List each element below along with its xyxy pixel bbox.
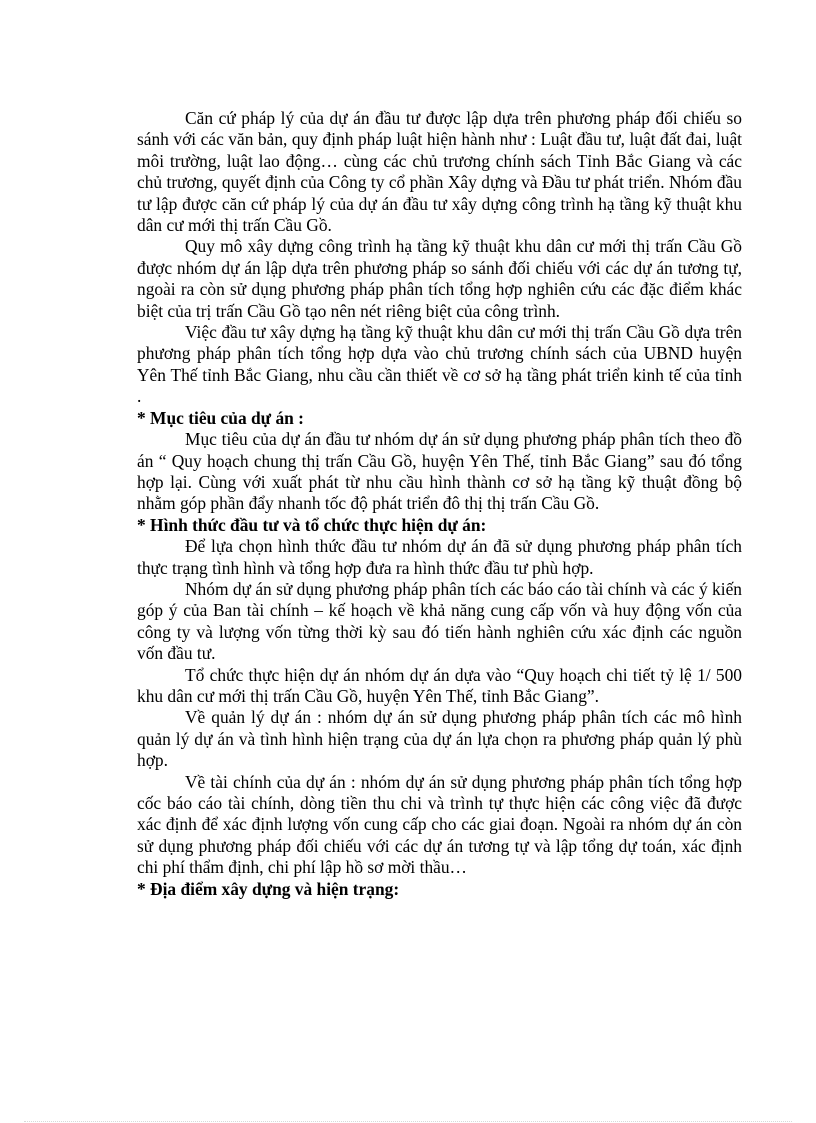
heading-investment-form: * Hình thức đầu tư và tổ chức thực hiện dự án: [137,514,487,535]
paragraph-investment-form-selection: Để lựa chọn hình thức đầu tư nhóm dự án đã sử dụng phương pháp phân tích thực trạng tình hình và tổng hợp đưa ra hình thức đầu tư phù hợp. [137,536,742,578]
paragraph-implementation: Tổ chức thực hiện dự án nhóm dự án dựa vào “Quy hoạch chi tiết tỷ lệ 1/ 500 khu dân cư mới thị trấn Cầu Gồ, huyện Yên Thế, tỉnh Bắc Giang”. [137,664,742,706]
paragraph-investment-basis: Việc đầu tư xây dựng hạ tầng kỹ thuật khu dân cư mới thị trấn Cầu Gồ dựa trên phương pháp phân tích tổng hợp dựa vào chủ trương chính sách của UBND huyện Yên Thế tỉnh Bắc Giang, nhu cầu cần thiết về cơ sở hạ tầng phát triển kinh tế của tỉnh . [137,322,742,407]
paragraph-project-finance: Về tài chính của dự án : nhóm dự án sử dụng phương pháp phân tích tổng hợp cốc báo cáo tài chính, dòng tiền thu chi và trình tự thực hiện các công việc đã được xác định để xác định lượng vốn cung cấp cho các giai đoạn. Ngoài ra nhóm dự án còn sử dụng phương pháp đối chiếu với các dự án tương tự và lập tổng dự toán, xác định chi phí thẩm định, chi phí lập hồ sơ mời thầu… [137,771,742,878]
paragraph-project-objectives: Mục tiêu của dự án đầu tư nhóm dự án sử dụng phương pháp phân tích theo đồ án “ Quy hoạch chung thị trấn Cầu Gồ, huyện Yên Thế, tỉnh Bắc Giang” sau đó tổng hợp lại. Cùng với xuất phát từ nhu cầu hình thành cơ sở hạ tầng kỹ thuật đồng bộ nhằm góp phần đẩy nhanh tốc độ phát triển đô thị thị trấn Cầu Gồ. [137,429,742,514]
heading-location-status: * Địa điểm xây dựng và hiện trạng: [137,878,400,899]
paragraph-construction-scale: Quy mô xây dựng công trình hạ tầng kỹ thuật khu dân cư mới thị trấn Cầu Gồ được nhóm dự án lập dựa trên phương pháp so sánh đối chiếu với các dự án tương tự, ngoài ra còn sử dụng phương pháp phân tích tổng hợp nghiên cứu các đặc điểm khác biệt của trị trấn Cầu Gồ tạo nên nét riêng biệt của công trình. [137,236,742,321]
document-body [137,108,742,900]
paragraph-project-management: Về quản lý dự án : nhóm dự án sử dụng phương pháp phân tích các mô hình quản lý dự án và tình hình hiện trạng của dự án lựa chọn ra phương pháp quản lý phù hợp. [137,707,742,771]
heading-project-objectives: * Mục tiêu của dự án : [137,407,304,428]
paragraph-capital-sources: Nhóm dự án sử dụng phương pháp phân tích các báo cáo tài chính và các ý kiến góp ý của Ban tài chính – kế hoạch về khả năng cung cấp vốn và huy động vốn của công ty và lượng vốn từng thời kỳ sau đó tiến hành nghiên cứu xác định các nguồn vốn đầu tư. [137,578,742,664]
paragraph-legal-basis: Căn cứ pháp lý của dự án đầu tư được lập dựa trên phương pháp đối chiếu so sánh với các văn bản, quy định pháp luật hiện hành như : Luật đầu tư, luật đất đai, luật môi trường, luật lao động… cùng các chủ trương chính sách Tỉnh Bắc Giang và các chủ trương, quyết định của Công ty cổ phần Xây dựng và Đầu tư phát triển. Nhóm đầu tư lập được căn cứ pháp lý của dự án đầu tư xây dựng công trình hạ tầng kỹ thuật khu dân cư mới thị trấn Cầu Gồ. [137,108,742,236]
page-bottom-divider [24,1121,792,1122]
